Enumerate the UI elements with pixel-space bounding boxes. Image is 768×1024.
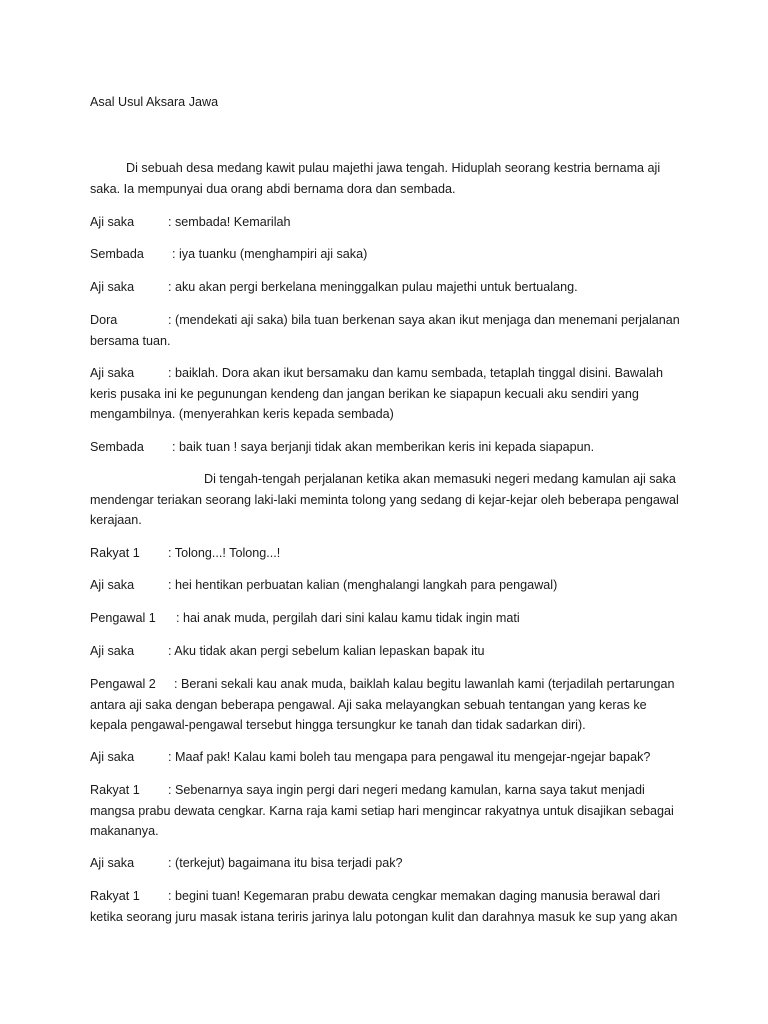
dialog-text: : Aku tidak akan pergi sebelum kalian lepaskan bapak itu — [168, 644, 485, 658]
dialog-text: : hai anak muda, pergilah dari sini kalau kamu tidak ingin mati — [176, 611, 520, 625]
intro-paragraph: Di sebuah desa medang kawit pulau majethi jawa tengah. Hiduplah seorang kestria bernama aji saka. Ia mempunyai dua orang abdi bernama dora dan sembada. — [90, 161, 661, 196]
dialog-text: : baik tuan ! saya berjanji tidak akan memberikan keris ini kepada siapapun. — [172, 440, 595, 454]
dialog-text: : Sebenarnya saya ingin pergi dari negeri medang kamulan, karna saya takut menjadi mangsa prabu dewata cengkar. Karna raja kami setiap hari mengincar rakyatnya untuk disajikan sebagai makananya. — [90, 783, 674, 838]
speaker-name: Rakyat 1 — [90, 546, 140, 560]
dialog-line — [90, 608, 680, 629]
dialog-text: : sembada! Kemarilah — [168, 215, 291, 229]
speaker-name: Aji saka — [90, 856, 135, 870]
speaker-name: Aji saka — [90, 215, 135, 229]
speaker-name: Sembada — [90, 440, 144, 454]
dialog-text: : begini tuan! Kegemaran prabu dewata cengkar memakan daging manusia berawal dari ketika seorang juru masak istana teriris jarinya lalu potongan kulit dan darahnya masuk ke sup yang akan — [90, 889, 678, 924]
dialog-line — [90, 310, 680, 351]
speaker-name: Aji saka — [90, 578, 135, 592]
dialog-text: : Tolong...! Tolong...! — [168, 546, 281, 560]
speaker-name: Rakyat 1 — [90, 783, 140, 797]
dialog-text: : Berani sekali kau anak muda, baiklah kalau begitu lawanlah kami (terjadilah pertarungan antara aji saka dengan beberapa pengawal. Aji saka melayangkan sebuah tentangan yang keras ke kepala pengawal-pengawal tersebut hingga tersungkur ke tanah dan tidak sadarkan diri). — [90, 677, 675, 732]
narration-paragraph: Di tengah-tengah perjalanan ketika akan memasuki negeri medang kamulan aji saka mendengar teriakan seorang laki-laki meminta tolong yang sedang di kejar-kejar oleh beberapa pengawal kerajaan. — [90, 472, 679, 527]
speaker-name: Aji saka — [90, 366, 135, 380]
speaker-name: Rakyat 1 — [90, 889, 140, 903]
dialog-line — [90, 853, 680, 874]
speaker-name: Pengawal 1 — [90, 611, 156, 625]
dialog-line — [90, 575, 680, 596]
dialog-text: : Maaf pak! Kalau kami boleh tau mengapa para pengawal itu mengejar-ngejar bapak? — [168, 750, 651, 764]
speaker-name: Dora — [90, 313, 118, 327]
dialog-line — [90, 641, 680, 662]
dialog-line — [90, 543, 680, 564]
speaker-name: Aji saka — [90, 750, 135, 764]
speaker-name: Pengawal 2 — [90, 677, 156, 691]
dialog-text: : (terkejut) bagaimana itu bisa terjadi pak? — [168, 856, 403, 870]
dialog-line — [90, 212, 680, 233]
dialog-text: : baiklah. Dora akan ikut bersamaku dan kamu sembada, tetaplah tinggal disini. Bawalah keris pusaka ini ke pegunungan kendeng dan jangan berikan ke siapapun kecuali aku sendiri yang mengambilnya. (menyerahkan keris kepada sembada) — [90, 366, 663, 421]
dialog-line — [90, 886, 680, 927]
dialog-text: : (mendekati aji saka) bila tuan berkenan saya akan ikut menjaga dan menemani perjalanan bersama tuan. — [90, 313, 680, 348]
document-title: Asal Usul Aksara Jawa — [90, 95, 219, 109]
dialog-line — [90, 277, 680, 298]
dialog-line — [90, 437, 680, 458]
dialog-line — [90, 747, 680, 768]
dialog-line — [90, 674, 680, 736]
speaker-name: Sembada — [90, 247, 144, 261]
dialog-line — [90, 363, 680, 425]
dialog-text: : iya tuanku (menghampiri aji saka) — [172, 247, 368, 261]
speaker-name: Aji saka — [90, 280, 135, 294]
speaker-name: Aji saka — [90, 644, 135, 658]
dialog-line — [90, 244, 680, 265]
dialog-text: : hei hentikan perbuatan kalian (menghalangi langkah para pengawal) — [168, 578, 558, 592]
dialog-text: : aku akan pergi berkelana meninggalkan pulau majethi untuk bertualang. — [168, 280, 578, 294]
dialog-line — [90, 780, 680, 842]
